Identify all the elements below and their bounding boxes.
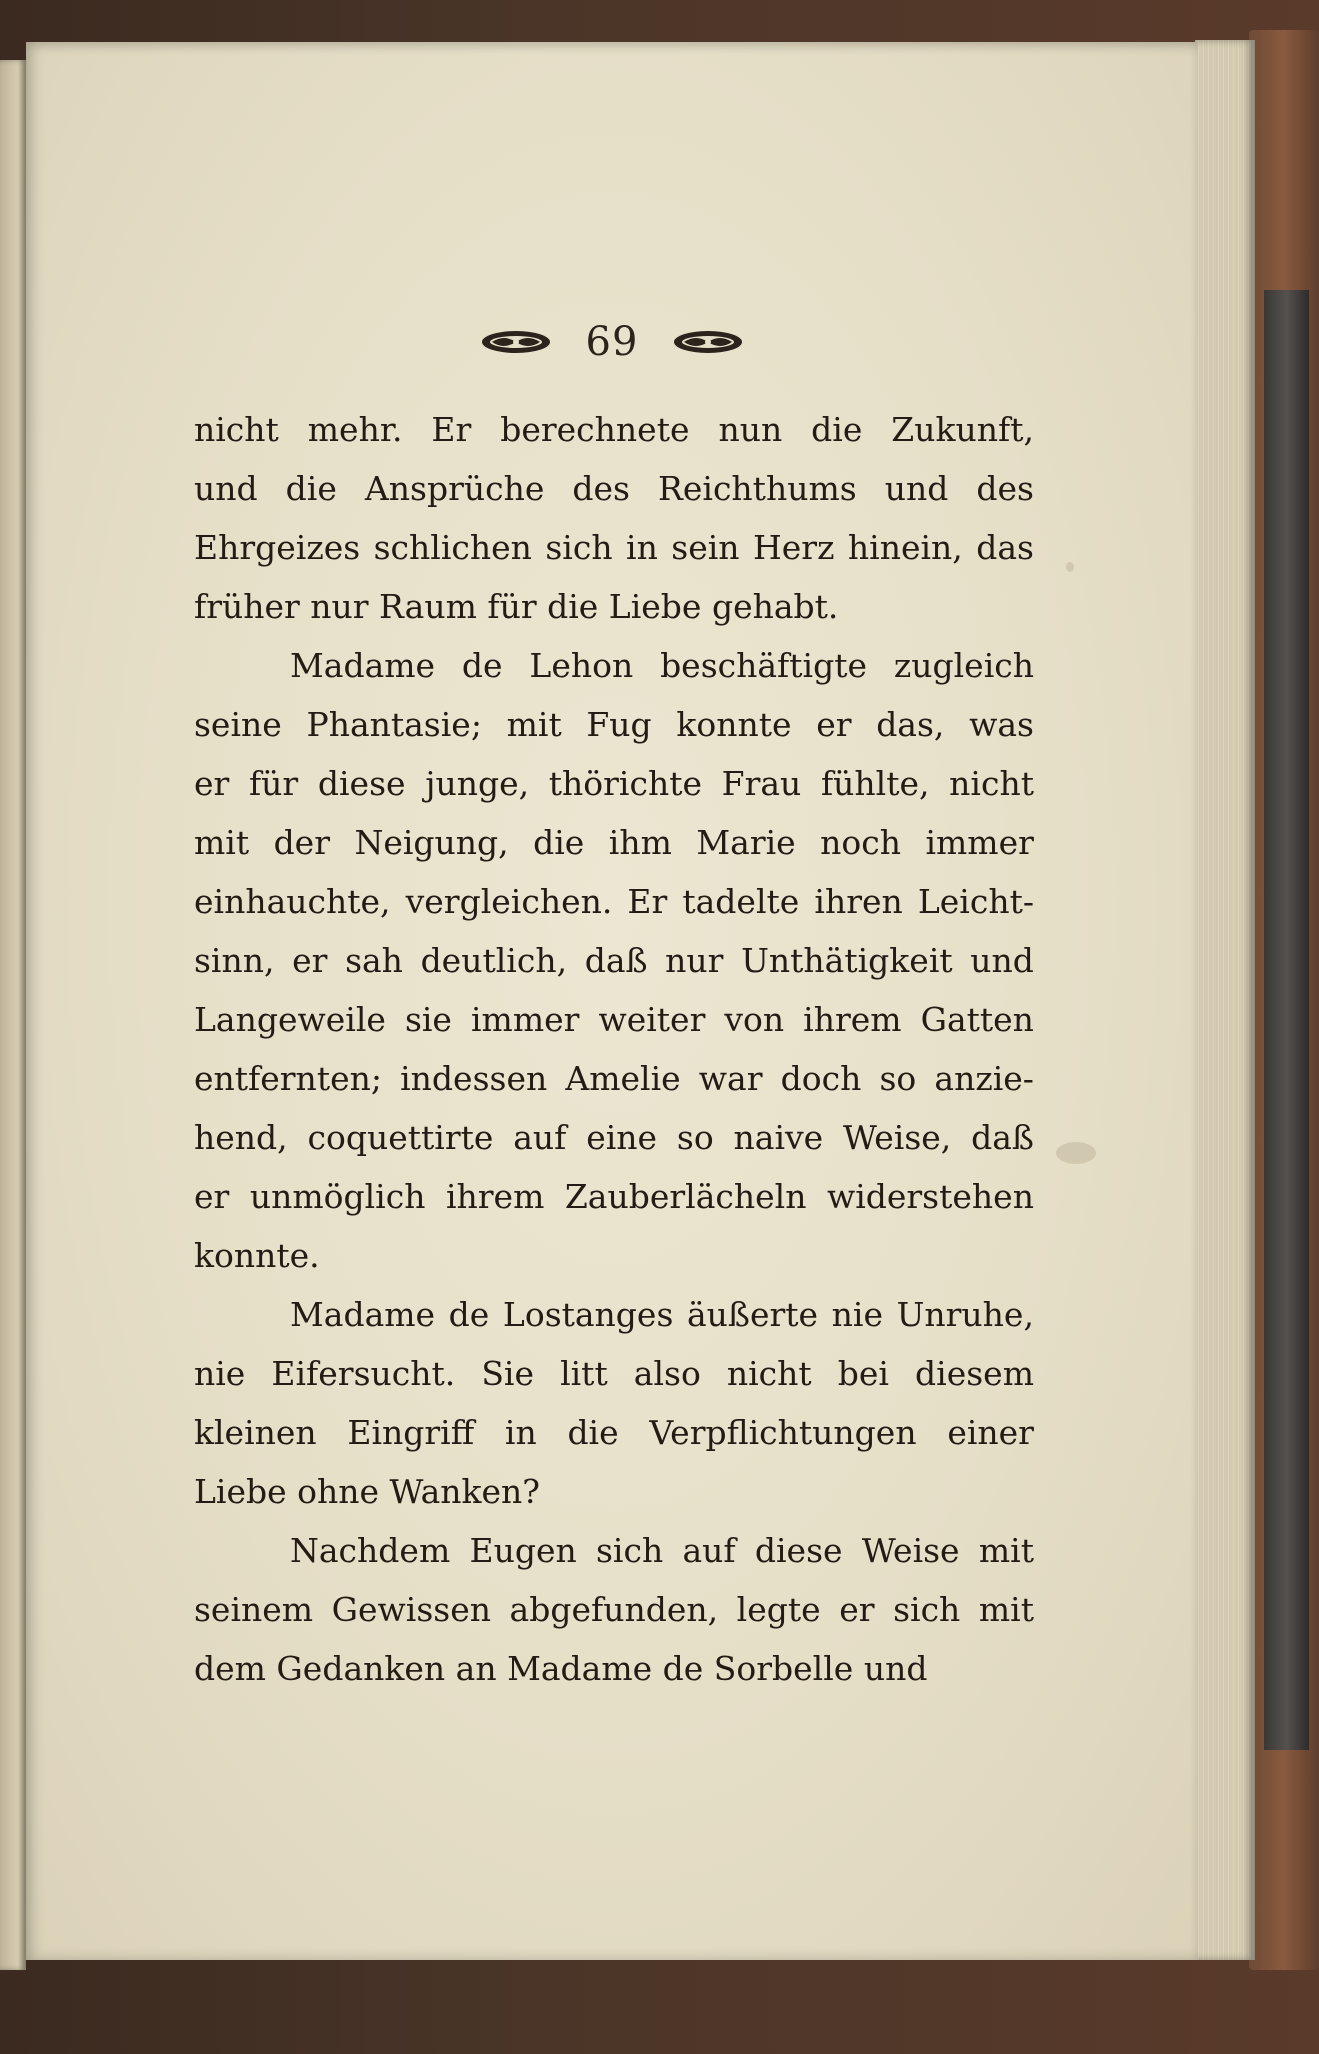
- page-number: 69: [585, 319, 639, 365]
- text-line: Ehrgeizes schlichen sich in sein Herz hinein, das: [194, 528, 1034, 567]
- page-stain: [1056, 1142, 1096, 1164]
- text-line: einhauchte, vergleichen. Er tadelte ihren Leicht-: [194, 882, 1034, 921]
- cover-worn-patch: [1264, 290, 1309, 1750]
- text-line: und die Ansprüche des Reichthums und des: [194, 469, 1034, 508]
- ornament-left-icon: [480, 329, 552, 355]
- page-stain: [1066, 562, 1074, 572]
- text-line: seinem Gewissen abgefunden, legte er sich mit: [194, 1590, 1034, 1629]
- text-line: entfernten; indessen Amelie war doch so anzie-: [194, 1059, 1034, 1098]
- text-line: mit der Neigung, die ihm Marie noch immer: [194, 823, 1034, 862]
- text-line: Madame de Lostanges äußerte nie Unruhe,: [290, 1295, 1034, 1334]
- text-line: seine Phantasie; mit Fug konnte er das, was: [194, 705, 1034, 744]
- facing-page-edge: [0, 60, 26, 1970]
- text-line: dem Gedanken an Madame de Sorbelle und: [194, 1649, 928, 1688]
- ornament-right-icon: [672, 329, 744, 355]
- text-line: er unmöglich ihrem Zauberlächeln widerstehen: [194, 1177, 1034, 1216]
- paragraph: [194, 1521, 1034, 1698]
- text-line: kleinen Eingriff in die Verpflichtungen einer: [194, 1413, 1034, 1452]
- text-line: Madame de Lehon beschäftigte zugleich: [290, 646, 1034, 685]
- text-line: Langeweile sie immer weiter von ihrem Gatten: [194, 1000, 1034, 1039]
- text-line: hend, coquettirte auf eine so naive Weise, daß: [194, 1118, 1034, 1157]
- book-page: [26, 42, 1198, 1960]
- paragraph: [194, 400, 1034, 636]
- body-text: [194, 400, 1034, 1698]
- paragraph: [194, 1285, 1034, 1521]
- text-line: er für diese junge, thörichte Frau fühlte, nicht: [194, 764, 1034, 803]
- text-line: Nachdem Eugen sich auf diese Weise mit: [290, 1531, 1034, 1570]
- text-line: konnte.: [194, 1236, 320, 1275]
- text-line: nie Eifersucht. Sie litt also nicht bei diesem: [194, 1354, 1034, 1393]
- page-edges: [1195, 40, 1255, 1960]
- page-header: [26, 319, 1198, 365]
- paragraph: [194, 636, 1034, 1285]
- text-line: nicht mehr. Er berechnete nun die Zukunft,: [194, 410, 1034, 449]
- text-line: Liebe ohne Wanken?: [194, 1472, 540, 1511]
- text-line: früher nur Raum für die Liebe gehabt.: [194, 587, 839, 626]
- text-line: sinn, er sah deutlich, daß nur Unthätigkeit und: [194, 941, 1034, 980]
